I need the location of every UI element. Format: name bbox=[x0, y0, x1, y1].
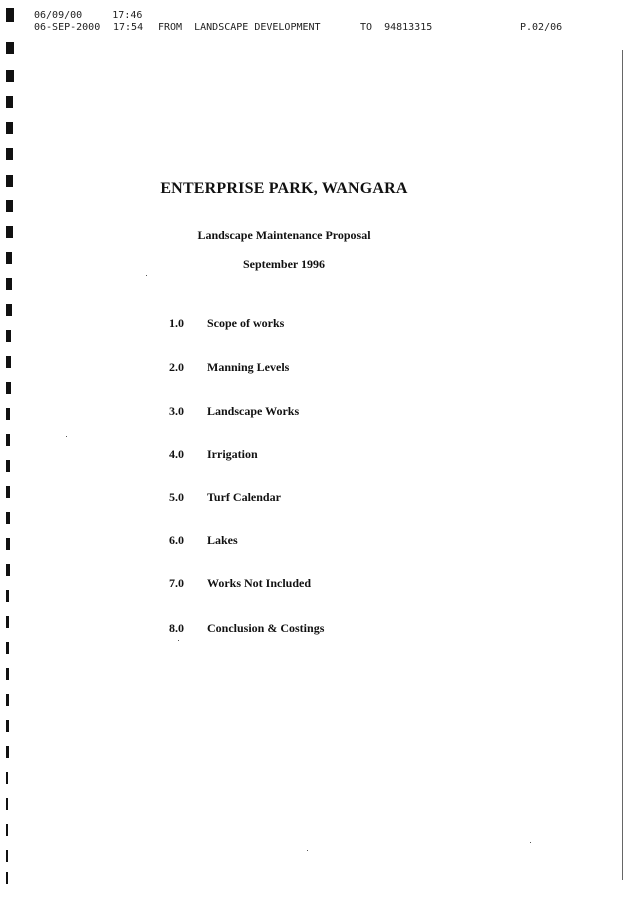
toc-item bbox=[169, 447, 258, 462]
toc-item bbox=[169, 621, 324, 636]
fax-header-line-1 bbox=[34, 10, 142, 21]
fax-edge-marks bbox=[6, 0, 16, 901]
toc-label: Manning Levels bbox=[207, 360, 290, 374]
toc-label: Conclusion & Costings bbox=[207, 621, 325, 635]
toc-label: Scope of works bbox=[207, 316, 285, 330]
toc-number: 2.0 bbox=[169, 360, 184, 374]
toc-label: Irrigation bbox=[207, 447, 258, 461]
scan-speck bbox=[307, 850, 308, 851]
toc-number: 6.0 bbox=[169, 533, 184, 547]
toc-item bbox=[169, 404, 299, 419]
toc-item bbox=[169, 576, 311, 591]
toc-label: Lakes bbox=[207, 533, 238, 547]
toc-number: 4.0 bbox=[169, 447, 184, 461]
document-subtitle: Landscape Maintenance Proposal bbox=[197, 228, 371, 242]
scan-speck bbox=[530, 842, 531, 843]
scan-speck bbox=[146, 275, 147, 276]
toc-number: 7.0 bbox=[169, 576, 184, 590]
fax-date-2: 06-SEP-2000 bbox=[34, 22, 101, 33]
page-right-edge bbox=[622, 50, 623, 880]
toc-label: Landscape Works bbox=[207, 404, 300, 418]
toc-number: 8.0 bbox=[169, 621, 184, 635]
toc-item bbox=[169, 316, 284, 331]
toc-item bbox=[169, 533, 238, 548]
fax-from: FROM LANDSCAPE DEVELOPMENT bbox=[158, 22, 321, 33]
fax-header-line-2 bbox=[34, 22, 563, 88]
fax-date-1: 06/09/00 bbox=[34, 10, 83, 21]
fax-to: TO 94813315 bbox=[360, 22, 433, 33]
toc-number: 1.0 bbox=[169, 316, 184, 330]
toc-number: 5.0 bbox=[169, 490, 184, 504]
fax-time-2: 17:54 bbox=[113, 22, 144, 33]
toc-label: Turf Calendar bbox=[207, 490, 281, 504]
fax-page: P.02/06 bbox=[520, 22, 563, 33]
toc-item bbox=[169, 490, 281, 505]
fax-time-1: 17:46 bbox=[112, 10, 143, 21]
toc-item bbox=[169, 360, 289, 375]
scan-speck bbox=[66, 436, 67, 437]
document-title: ENTERPRISE PARK, WANGARA bbox=[160, 180, 408, 197]
document-date: September 1996 bbox=[242, 257, 326, 271]
toc-label: Works Not Included bbox=[207, 576, 312, 590]
toc-number: 3.0 bbox=[169, 404, 184, 418]
scan-speck bbox=[178, 640, 179, 641]
